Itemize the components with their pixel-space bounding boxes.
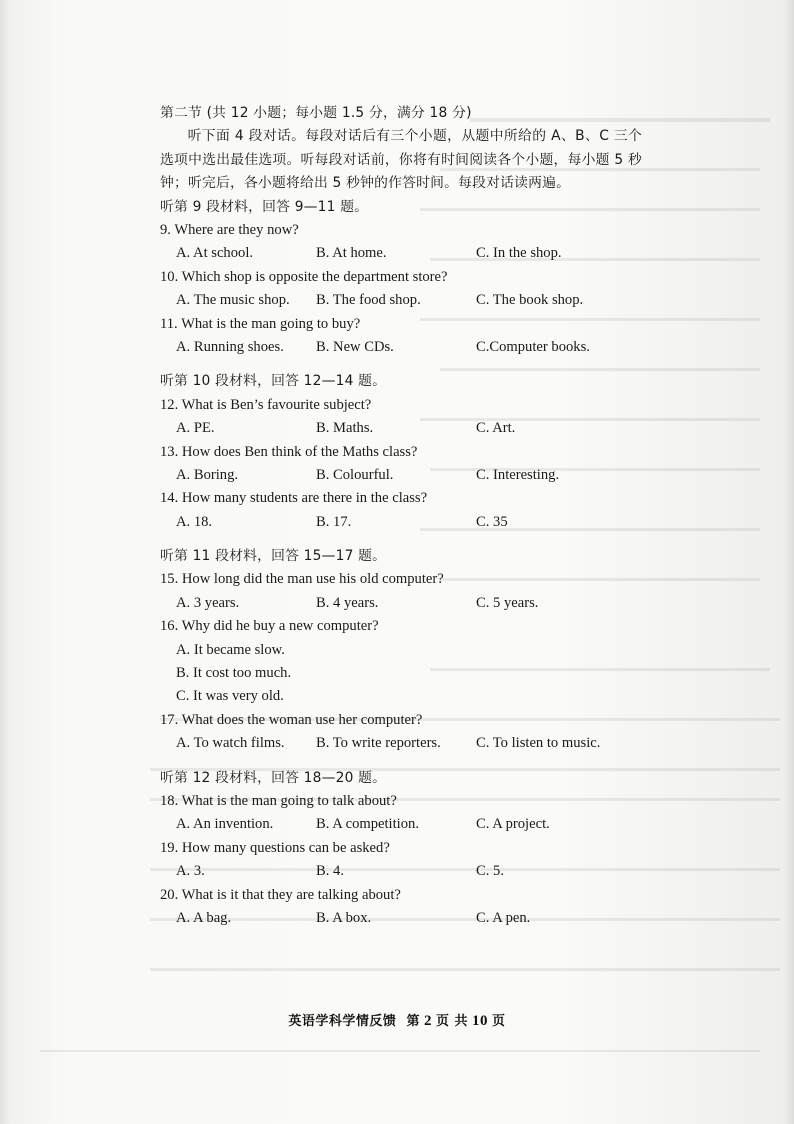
option-row: [160, 464, 650, 487]
option-row: [160, 417, 650, 440]
answer-option: B. Maths.: [316, 420, 374, 437]
option-row: [160, 592, 650, 615]
answer-option: B. New CDs.: [316, 338, 394, 355]
answer-option: C. A pen.: [476, 909, 531, 926]
answer-option: A. PE.: [176, 420, 215, 437]
answer-option: C. A project.: [476, 816, 550, 833]
group-spacer: [160, 756, 650, 767]
option-row: [160, 907, 650, 930]
group-label: 听第 12 段材料，回答 18—20 题。: [160, 769, 387, 786]
question-stem: 15. How long did the man use his old computer?: [160, 571, 444, 588]
option-row: [160, 860, 650, 883]
section-heading: 第二节 (共 12 小题；每小题 1.5 分，满分 18 分): [160, 105, 472, 121]
group-label: 听第 10 段材料，回答 12—14 题。: [160, 373, 387, 390]
answer-option: B. At home.: [316, 245, 387, 262]
footer-subject: 英语学科学情反馈: [288, 1014, 397, 1029]
option-row: [160, 732, 650, 755]
footer-page-middle: 页 共: [436, 1014, 469, 1029]
answer-option: A. It became slow.: [176, 641, 285, 658]
answer-option: A. Boring.: [176, 466, 239, 483]
footer-total-pages: 10: [472, 1013, 489, 1029]
option-row: [160, 662, 650, 685]
answer-option: C. Art.: [476, 420, 516, 437]
answer-option: C. In the shop.: [476, 245, 562, 262]
answer-option: B. 4 years.: [316, 594, 379, 611]
option-row: [160, 639, 650, 662]
question-stem: 17. What does the woman use her computer?: [160, 711, 423, 728]
page-footer: [0, 1010, 794, 1030]
option-row: [160, 813, 650, 836]
group-spacer: [160, 534, 650, 545]
answer-option: B. 4.: [316, 863, 344, 880]
question-stem: 10. Which shop is opposite the department store?: [160, 268, 448, 285]
question-stem: 19. How many questions can be asked?: [160, 839, 390, 856]
option-row: [160, 242, 650, 265]
answer-option: A. A bag.: [176, 909, 232, 926]
question-stem: 14. How many students are there in the class?: [160, 490, 428, 507]
question-groups: [160, 196, 650, 931]
answer-option: C. 5 years.: [476, 594, 539, 611]
group-spacer: [160, 359, 650, 370]
question-stem: 18. What is the man going to talk about?: [160, 792, 397, 809]
answer-option: A. 18.: [176, 513, 213, 530]
answer-option: A. Running shoes.: [176, 338, 284, 355]
answer-option: A. To watch films.: [176, 735, 285, 752]
question-stem: 9. Where are they now?: [160, 222, 299, 238]
listening-section: [160, 102, 650, 930]
answer-option: B. Colourful.: [316, 466, 394, 483]
question-stem: 12. What is Ben’s favourite subject?: [160, 396, 372, 413]
footer-page-number: 2: [424, 1013, 433, 1029]
answer-option: B. 17.: [316, 513, 352, 530]
section-instructions: 听下面 4 段对话。每段对话后有三个小题，从题中所给的 A、B、C 三个选项中选出最佳选项。听每段对话前，你将有时间阅读各个小题，每小题 5 秒钟；听完后，各小题将给出 5 秒钟的作答时间。每段对话读两遍。: [160, 128, 642, 192]
answer-option: A. The music shop.: [176, 292, 290, 309]
option-row: [160, 336, 650, 359]
answer-option: B. The food shop.: [316, 292, 421, 309]
answer-option: B. To write reporters.: [316, 735, 441, 752]
answer-option: C.Computer books.: [476, 338, 590, 355]
answer-option: C. The book shop.: [476, 292, 584, 309]
answer-option: C. 35: [476, 513, 508, 530]
answer-option: C. It was very old.: [176, 688, 284, 705]
answer-option: C. To listen to music.: [476, 735, 601, 752]
answer-option: B. A box.: [316, 909, 372, 926]
answer-option: C. Interesting.: [476, 466, 560, 483]
option-row: [160, 511, 650, 534]
question-stem: 13. How does Ben think of the Maths class?: [160, 443, 418, 460]
option-row: [160, 685, 650, 708]
answer-option: A. At school.: [176, 245, 254, 262]
group-label: 听第 11 段材料，回答 15—17 题。: [160, 548, 387, 565]
answer-option: A. 3.: [176, 863, 205, 880]
group-label: 听第 9 段材料，回答 9—11 题。: [160, 198, 369, 215]
question-stem: 16. Why did he buy a new computer?: [160, 618, 379, 635]
answer-option: C. 5.: [476, 863, 504, 880]
option-row: [160, 289, 650, 312]
question-stem: 11. What is the man going to buy?: [160, 315, 361, 332]
answer-option: B. It cost too much.: [176, 665, 292, 682]
answer-option: B. A competition.: [316, 816, 419, 833]
footer-page-suffix: 页: [492, 1014, 506, 1029]
footer-page-prefix: 第: [406, 1014, 421, 1029]
answer-option: A. 3 years.: [176, 594, 240, 611]
answer-option: A. An invention.: [176, 816, 274, 833]
question-stem: 20. What is it that they are talking about?: [160, 886, 401, 903]
